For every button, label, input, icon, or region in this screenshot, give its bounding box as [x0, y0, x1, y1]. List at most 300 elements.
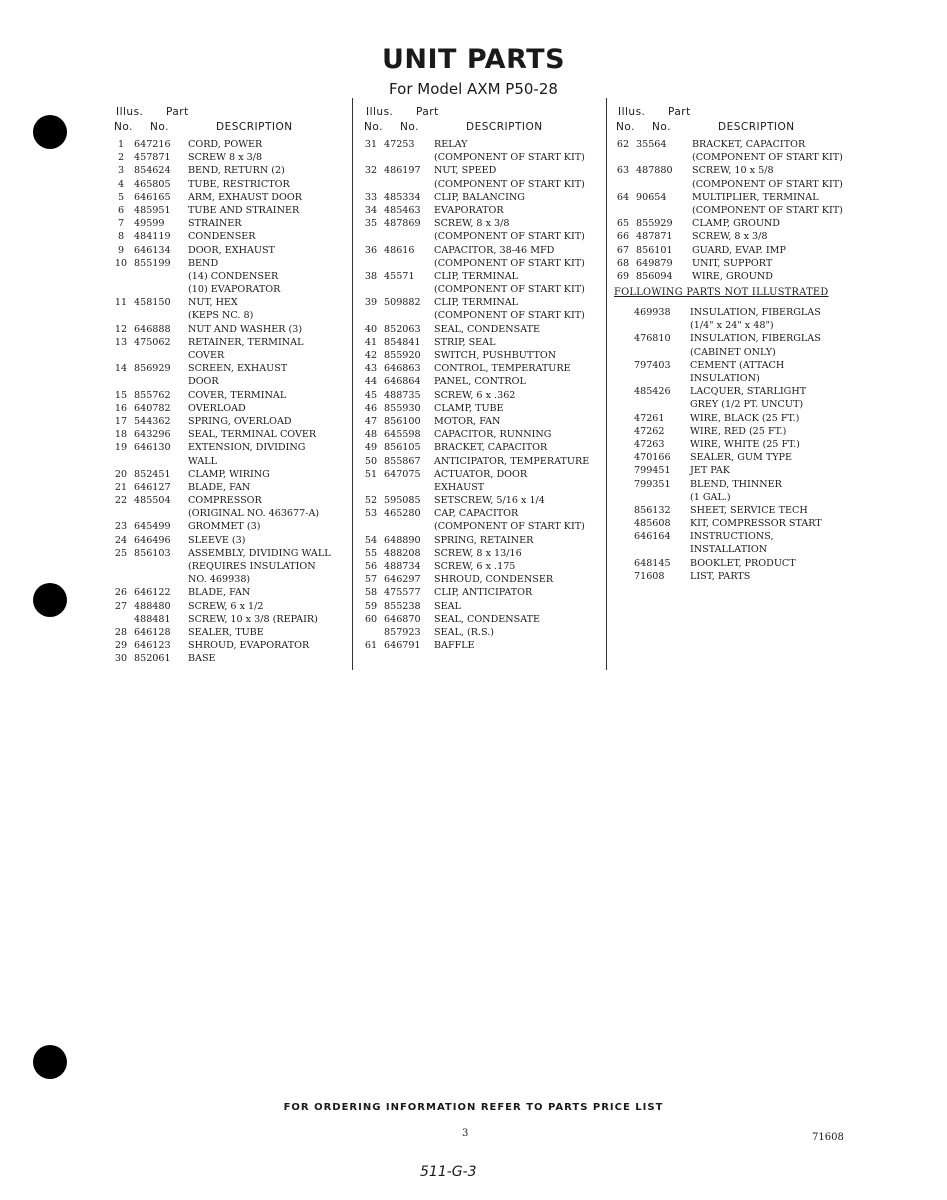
part-header: Part: [166, 106, 189, 118]
illus-number: 69: [616, 270, 630, 282]
part-description: INSULATION): [690, 373, 760, 384]
list-item: [112, 178, 347, 191]
illus-number: 28: [114, 626, 128, 638]
list-item: [112, 151, 347, 164]
list-item: [362, 389, 602, 402]
part-description: ARM, EXHAUST DOOR: [188, 191, 302, 203]
illus-number: 40: [364, 323, 378, 335]
part-number: 47253: [384, 139, 415, 150]
part-number: 646122: [134, 587, 171, 599]
list-item: [362, 586, 602, 599]
part-number: 595085: [384, 495, 421, 507]
part-number: 648145: [634, 557, 671, 569]
part-description: (14) CONDENSER: [188, 270, 279, 282]
part-description: (COMPONENT OF START KIT): [434, 284, 585, 296]
illus-number: 51: [364, 468, 378, 480]
part-description: INSTRUCTIONS,: [690, 531, 774, 543]
part-header: Part: [416, 106, 439, 118]
part-description: CONDENSER: [188, 231, 256, 243]
list-item: [614, 412, 854, 425]
part-description: COMPRESSOR: [188, 495, 262, 507]
part-number: 646127: [134, 481, 171, 493]
part-number: 90654: [636, 191, 667, 203]
part-description: SEAL, CONDENSATE: [434, 613, 541, 625]
part-description: EXHAUST: [434, 481, 485, 493]
illus-number: 45: [364, 389, 378, 401]
list-item: [614, 398, 854, 411]
illus-number: 16: [114, 402, 128, 414]
list-item: [362, 336, 602, 349]
part-number: 643296: [134, 429, 171, 441]
part-description: KIT, COMPRESSOR START: [690, 518, 822, 530]
illus-number: 58: [364, 587, 378, 599]
part-number: 646128: [134, 626, 171, 638]
part-number: 47263: [634, 438, 665, 450]
part-description: CAPACITOR, RUNNING: [434, 429, 552, 441]
illus-number: 66: [616, 231, 630, 243]
part-description: SCREW, 6 x .175: [434, 561, 516, 572]
illus-number: 52: [364, 495, 378, 507]
illus-no-header: No.: [616, 121, 635, 133]
part-description: SEALER, GUM TYPE: [690, 452, 793, 464]
list-item: [362, 375, 602, 388]
illus-number: 18: [114, 429, 128, 441]
part-description: GUARD, EVAP. IMP: [692, 244, 786, 256]
part-number: 646496: [134, 534, 171, 546]
illus-number: 15: [114, 389, 128, 401]
part-description: COVER: [188, 350, 225, 361]
binder-hole-bottom: [33, 1045, 67, 1079]
part-description: LIST, PARTS: [690, 570, 751, 582]
part-description: SPRING, OVERLOAD: [188, 415, 292, 427]
illus-number: 31: [364, 139, 378, 150]
part-number: 797403: [634, 359, 671, 371]
part-description: SCREW 8 x 3/8: [188, 152, 263, 164]
illus-number: 67: [616, 244, 630, 256]
part-description: COVER, TERMINAL: [188, 389, 287, 401]
part-number: 35564: [636, 139, 667, 150]
list-item: [614, 557, 854, 570]
part-description: (KEPS NC. 8): [188, 310, 254, 322]
list-item: [614, 332, 854, 345]
part-description: CAP, CAPACITOR: [434, 508, 519, 520]
part-description: (COMPONENT OF START KIT): [692, 178, 843, 190]
list-item: [112, 323, 347, 336]
part-number: 488481: [134, 613, 171, 625]
part-description: BASE: [188, 653, 216, 665]
part-description: SCREW, 10 x 5/8: [692, 165, 774, 177]
illus-number: 38: [364, 270, 378, 282]
list-item: [362, 534, 602, 547]
part-number: 645598: [384, 429, 421, 441]
list-item: [362, 309, 602, 322]
list-item: [362, 151, 602, 164]
part-description: (COMPONENT OF START KIT): [434, 257, 585, 269]
part-description: SCREW, 6 x .362: [434, 389, 516, 401]
list-item: [112, 389, 347, 402]
part-number: 799351: [634, 478, 671, 490]
part-number: 488480: [134, 600, 171, 612]
list-item: [614, 257, 854, 270]
list-item: [362, 178, 602, 191]
part-description: (REQUIRES INSULATION: [188, 561, 316, 572]
part-number: 646791: [384, 640, 421, 652]
part-description: SCREW, 6 x 1/2: [188, 600, 264, 612]
part-description: EXTENSION, DIVIDING: [188, 442, 306, 454]
part-number: 475062: [134, 336, 171, 348]
part-number: 485334: [384, 191, 421, 203]
part-description: CLAMP, GROUND: [692, 218, 780, 230]
illus-number: 12: [114, 323, 128, 335]
list-item: [112, 600, 347, 613]
list-item: [362, 191, 602, 204]
part-description: TUBE, RESTRICTOR: [188, 178, 290, 190]
list-item: [614, 543, 854, 556]
description-header: DESCRIPTION: [718, 121, 795, 133]
list-item: [362, 441, 602, 454]
list-item: [614, 372, 854, 385]
part-number: 646130: [134, 442, 171, 454]
illus-number: 42: [364, 350, 378, 361]
part-description: MULTIPLIER, TERMINAL: [692, 191, 819, 203]
illus-header: Illus.: [618, 106, 646, 118]
list-item: [614, 504, 854, 517]
list-item: [362, 468, 602, 481]
not-illustrated-heading: FOLLOWING PARTS NOT ILLUSTRATED: [614, 287, 829, 299]
list-item: [112, 494, 347, 507]
part-description: CLIP, TERMINAL: [434, 270, 519, 282]
list-item: [362, 415, 602, 428]
illus-number: 62: [616, 139, 630, 150]
part-description: (COMPONENT OF START KIT): [692, 152, 843, 164]
part-description: STRAINER: [188, 218, 242, 230]
part-no-header: No.: [400, 121, 419, 133]
part-number: 646888: [134, 323, 171, 335]
part-description: SETSCREW, 5/16 x 1/4: [434, 495, 545, 507]
illus-number: 43: [364, 363, 378, 375]
part-description: (CABINET ONLY): [690, 346, 776, 358]
list-item: [362, 600, 602, 613]
list-item: [614, 359, 854, 372]
part-description: CAPACITOR, 38-46 MFD: [434, 244, 555, 256]
part-header: Part: [668, 106, 691, 118]
illus-number: 44: [364, 376, 378, 388]
list-item: [112, 244, 347, 257]
part-number: 486197: [384, 165, 421, 177]
list-item: [362, 296, 602, 309]
illus-number: 23: [114, 521, 128, 533]
part-number: 855920: [384, 350, 421, 361]
list-item: [614, 438, 854, 451]
part-number: 645499: [134, 521, 171, 533]
part-number: 855930: [384, 402, 421, 414]
list-item: [614, 491, 854, 504]
list-item: [614, 191, 854, 204]
list-item: [112, 283, 347, 296]
part-number: 646123: [134, 640, 171, 652]
part-description: WIRE, GROUND: [692, 270, 773, 282]
list-item: [362, 323, 602, 336]
part-description: SPRING, RETAINER: [434, 534, 534, 546]
part-number: 485951: [134, 204, 171, 216]
part-description: JET PAK: [690, 465, 730, 477]
illus-number: 19: [114, 442, 128, 454]
part-number: 475577: [384, 587, 421, 599]
list-item: [112, 138, 347, 151]
part-number: 485463: [384, 204, 421, 216]
illus-number: 10: [114, 257, 128, 269]
parts-list: [614, 138, 854, 283]
part-number: 856101: [636, 244, 673, 256]
list-item: [112, 309, 347, 322]
part-number: 484119: [134, 231, 171, 243]
part-description: BRACKET, CAPACITOR: [692, 139, 806, 150]
illus-no-header: No.: [114, 121, 133, 133]
list-item: [362, 573, 602, 586]
illus-number: 17: [114, 415, 128, 427]
part-description: DOOR, EXHAUST: [188, 244, 275, 256]
part-number: 857923: [384, 626, 421, 638]
part-description: BOOKLET, PRODUCT: [690, 557, 796, 569]
list-item: [112, 362, 347, 375]
part-number: 854624: [134, 165, 171, 177]
part-number: 49599: [134, 218, 165, 230]
list-item: [614, 230, 854, 243]
part-number: 457871: [134, 152, 171, 164]
list-item: [362, 217, 602, 230]
list-item: [362, 230, 602, 243]
illus-number: 4: [117, 178, 125, 190]
list-item: [112, 257, 347, 270]
list-item: [362, 204, 602, 217]
list-item: [362, 270, 602, 283]
part-number: 458150: [134, 297, 171, 309]
part-description: WIRE, RED (25 FT.): [690, 425, 787, 437]
part-number: 48616: [384, 244, 415, 256]
list-item: [614, 217, 854, 230]
part-number: 856094: [636, 270, 673, 282]
part-number: 854841: [384, 336, 421, 348]
part-number: 488208: [384, 547, 421, 559]
part-number: 799451: [634, 465, 671, 477]
part-description: BRACKET, CAPACITOR: [434, 442, 548, 454]
illus-number: 3: [117, 165, 125, 177]
part-description: DOOR: [188, 376, 219, 388]
illus-header: Illus.: [116, 106, 144, 118]
list-item: [112, 270, 347, 283]
part-number: 855762: [134, 389, 171, 401]
part-number: 485608: [634, 518, 671, 530]
part-number: 646134: [134, 244, 171, 256]
illus-number: 61: [364, 640, 378, 652]
part-number: 476810: [634, 333, 671, 345]
illus-number: 22: [114, 495, 128, 507]
part-description: (1/4" x 24" x 48"): [690, 320, 774, 332]
illus-number: 20: [114, 468, 128, 480]
part-description: WIRE, WHITE (25 FT.): [690, 438, 800, 450]
column-divider-1: [352, 98, 353, 670]
document-code: 71608: [812, 1132, 844, 1143]
part-number: 647075: [384, 468, 421, 480]
part-description: CLIP, ANTICIPATOR: [434, 587, 533, 599]
illus-number: 49: [364, 442, 378, 454]
illus-number: 55: [364, 547, 378, 559]
illus-header: Illus.: [366, 106, 394, 118]
part-description: RELAY: [434, 139, 468, 150]
part-description: (COMPONENT OF START KIT): [692, 204, 843, 216]
illus-number: 11: [114, 297, 128, 309]
part-number: 45571: [384, 270, 415, 282]
part-description: (COMPONENT OF START KIT): [434, 152, 585, 164]
part-description: INSULATION, FIBERGLAS: [690, 307, 821, 319]
part-description: SCREW, 8 x 13/16: [434, 547, 522, 559]
part-number: 488734: [384, 561, 421, 572]
list-item: [112, 652, 347, 665]
illus-number: 56: [364, 561, 378, 572]
list-item: [362, 428, 602, 441]
parts-column-2: [362, 104, 602, 652]
part-number: 856100: [384, 415, 421, 427]
part-number: 646297: [384, 574, 421, 586]
list-item: [614, 530, 854, 543]
part-description: NUT AND WASHER (3): [188, 323, 303, 335]
part-description: PANEL, CONTROL: [434, 376, 526, 388]
part-number: 646870: [384, 613, 421, 625]
part-description: GROMMET (3): [188, 521, 261, 533]
illus-number: 53: [364, 508, 378, 520]
list-item: [362, 507, 602, 520]
list-item: [362, 362, 602, 375]
list-item: [614, 138, 854, 151]
illus-number: 14: [114, 363, 128, 375]
list-item: [362, 455, 602, 468]
column-header: [362, 104, 602, 138]
list-item: [614, 570, 854, 583]
illus-number: 26: [114, 587, 128, 599]
part-description: SCREW, 10 x 3/8 (REPAIR): [188, 613, 318, 625]
column-divider-2: [606, 98, 607, 670]
part-number: 852451: [134, 468, 171, 480]
illus-number: 13: [114, 336, 128, 348]
part-description: NUT, HEX: [188, 297, 238, 309]
list-item: [614, 385, 854, 398]
list-item: [362, 138, 602, 151]
part-description: LACQUER, STARLIGHT: [690, 386, 807, 398]
part-description: SCREW, 8 x 3/8: [692, 231, 768, 243]
illus-number: 24: [114, 534, 128, 546]
list-item: [362, 494, 602, 507]
part-number: 856132: [634, 504, 671, 516]
part-number: 856103: [134, 547, 171, 559]
part-description: GREY (1/2 PT. UNCUT): [690, 399, 804, 411]
parts-list: [362, 138, 602, 652]
illus-number: 5: [117, 191, 125, 203]
list-item: [112, 164, 347, 177]
part-no-header: No.: [150, 121, 169, 133]
part-number: 855867: [384, 455, 421, 467]
part-number: 485426: [634, 386, 671, 398]
part-description: MOTOR, FAN: [434, 415, 501, 427]
list-item: [112, 547, 347, 560]
list-item: [614, 346, 854, 359]
ordering-footer: FOR ORDERING INFORMATION REFER TO PARTS PRICE LIST: [283, 1102, 664, 1113]
part-description: SWITCH, PUSHBUTTON: [434, 350, 557, 361]
list-item: [362, 481, 602, 494]
list-item: [112, 507, 347, 520]
part-description: (COMPONENT OF START KIT): [434, 310, 585, 322]
list-item: [614, 451, 854, 464]
column-header: [112, 104, 347, 138]
part-number: 485504: [134, 495, 171, 507]
illus-number: 33: [364, 191, 378, 203]
list-item: [614, 204, 854, 217]
description-header: DESCRIPTION: [216, 121, 293, 133]
description-header: DESCRIPTION: [466, 121, 543, 133]
part-no-header: No.: [652, 121, 671, 133]
part-number: 648890: [384, 534, 421, 546]
part-number: 646165: [134, 191, 171, 203]
illus-number: 2: [117, 152, 125, 164]
list-item: [362, 244, 602, 257]
list-item: [614, 425, 854, 438]
list-item: [112, 586, 347, 599]
illus-number: 8: [117, 231, 125, 243]
parts-list: [112, 138, 347, 666]
illus-number: 1: [117, 139, 125, 150]
part-number: 856929: [134, 363, 171, 375]
illus-number: 59: [364, 600, 378, 612]
part-description: SEAL, CONDENSATE: [434, 323, 541, 335]
part-number: 465805: [134, 178, 171, 190]
part-description: CEMENT (ATTACH: [690, 359, 785, 371]
part-description: SHEET, SERVICE TECH: [690, 504, 808, 516]
list-item: [362, 560, 602, 573]
part-description: TUBE AND STRAINER: [188, 204, 300, 216]
illus-number: 60: [364, 613, 378, 625]
part-description: (10) EVAPORATOR: [188, 284, 281, 296]
part-number: 640782: [134, 402, 171, 414]
illus-number: 34: [364, 204, 378, 216]
list-item: [362, 349, 602, 362]
part-description: WIRE, BLACK (25 FT.): [690, 412, 800, 424]
binder-hole-top: [33, 115, 67, 149]
part-description: OVERLOAD: [188, 402, 246, 414]
part-description: BLADE, FAN: [188, 587, 251, 599]
part-number: 855199: [134, 257, 171, 269]
part-description: BAFFLE: [434, 640, 475, 652]
illus-number: 47: [364, 415, 378, 427]
part-number: 469938: [634, 307, 671, 319]
parts-column-1: [112, 104, 347, 666]
part-number: 852061: [134, 653, 171, 665]
illus-number: 54: [364, 534, 378, 546]
part-description: WALL: [188, 455, 218, 467]
part-description: (COMPONENT OF START KIT): [434, 521, 585, 533]
part-description: SHROUD, CONDENSER: [434, 574, 554, 586]
part-description: INSULATION, FIBERGLAS: [690, 333, 821, 345]
illus-number: 9: [117, 244, 125, 256]
list-item: [614, 270, 854, 283]
list-item: [362, 613, 602, 626]
part-number: 47261: [634, 412, 665, 424]
list-item: [112, 534, 347, 547]
list-item: [614, 244, 854, 257]
parts-column-3: [614, 104, 854, 583]
list-item: [112, 296, 347, 309]
part-description: (1 GAL.): [690, 491, 731, 503]
illus-number: 46: [364, 402, 378, 414]
part-description: UNIT, SUPPORT: [692, 257, 773, 269]
